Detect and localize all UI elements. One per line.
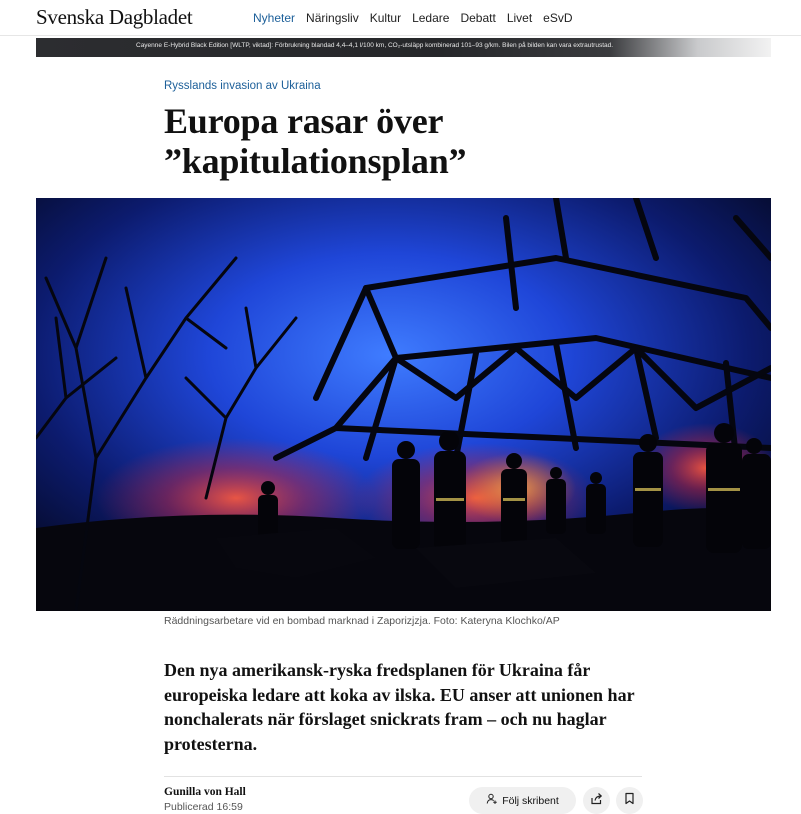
nav-item-debatt[interactable]: Debatt: [460, 11, 496, 25]
bookmark-button[interactable]: [616, 787, 643, 814]
article-ingress: Den nya amerikansk-ryska fredsplanen för Ukraina får europeiska ledare att koka av ilska. EU anser att unionen har nonchalerats när förslaget snickrats fram – och nu haglar protesterna.: [164, 660, 635, 754]
headline-line-1: Europa rasar över: [164, 101, 444, 141]
site-logo[interactable]: Svenska Dagbladet: [36, 5, 193, 29]
published-time: Publicerad 16:59: [164, 801, 243, 813]
site-header: [0, 0, 801, 36]
share-button[interactable]: [583, 787, 610, 814]
nav-item-livet[interactable]: Livet: [506, 11, 533, 25]
byline-divider: [164, 776, 642, 777]
ad-banner[interactable]: [36, 38, 771, 57]
hero-image[interactable]: [36, 198, 771, 611]
nav-item-esvd[interactable]: eSvD: [543, 11, 573, 25]
article-headline: [164, 101, 644, 181]
share-icon: [590, 792, 603, 810]
follow-author-label: Följ skribent: [502, 794, 559, 807]
nav-item-kultur[interactable]: Kultur: [369, 11, 402, 25]
image-caption: Räddningsarbetare vid en bombad marknad i Zaporizjzja. Foto: Kateryna Klochko/AP: [164, 615, 560, 627]
follow-author-button[interactable]: [469, 787, 576, 814]
person-plus-icon: [486, 793, 498, 808]
ad-disclaimer-text: Cayenne E-Hybrid Black Edition [WLTP, viktad]: Förbrukning blandad 4,4–4,1 l/100 km, CO₂-utsläpp kombinerad 101–93 g/km. Bilen på bilden kan vara extrautrustad.: [136, 42, 614, 49]
author-name[interactable]: Gunilla von Hall: [164, 786, 246, 798]
bookmark-icon: [624, 792, 635, 810]
main-nav: [253, 11, 573, 25]
article-kicker[interactable]: Rysslands invasion av Ukraina: [164, 80, 321, 92]
nav-item-nyheter[interactable]: Nyheter: [253, 11, 296, 25]
nav-item-ledare[interactable]: Ledare: [412, 11, 450, 25]
hero-photo-illustration: [36, 198, 771, 611]
nav-item-naringsliv[interactable]: Näringsliv: [306, 11, 359, 25]
headline-line-2: ”kapitulationsplan”: [164, 141, 467, 181]
